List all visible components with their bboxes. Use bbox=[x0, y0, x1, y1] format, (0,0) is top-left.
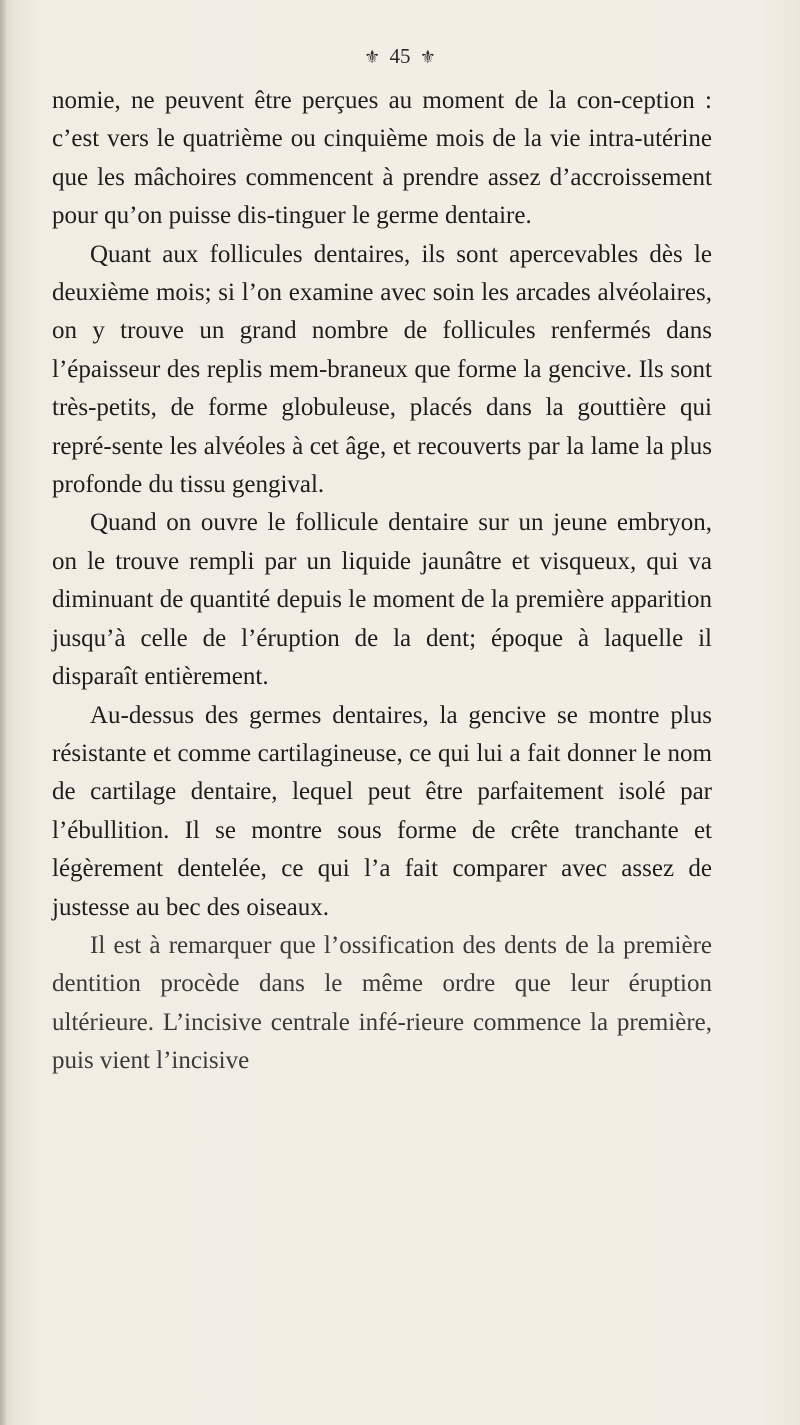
page-header bbox=[0, 44, 800, 69]
paragraph-follicles: Quant aux follicules dentaires, ils sont apercevables dès le deuxième mois; si l’on examine avec soin les arcades alvéolaires, on y trouve un grand nombre de follicules renfermés dans l’épaisseur des replis mem-braneux que forme la gencive. Ils sont très-petits, de forme globuleuse, placés dans la gouttière qui repré-sente les alvéoles à cet âge, et recouverts par la lame la plus profonde du tissu gengival. bbox=[52, 240, 712, 499]
left-ornament-icon: ⚜ bbox=[364, 47, 381, 67]
paragraph-continuation: nomie, ne peuvent être perçues au moment de la con-ception : c’est vers le quatrième ou cinquième mois de la vie intra-utérine que les mâchoires commencent à prendre assez d’accroissement pour qu’on puisse dis-tinguer le germe dentaire. bbox=[52, 87, 712, 230]
right-ornament-icon: ⚜ bbox=[419, 47, 436, 67]
body-text bbox=[52, 82, 712, 1081]
page-number: 45 bbox=[389, 44, 411, 68]
binding-edge bbox=[0, 0, 6, 1425]
paragraph-embryo: Quand on ouvre le follicule dentaire sur un jeune embryon, on le trouve rempli par un liquide jaunâtre et visqueux, qui va diminuant de quantité depuis le moment de la première apparition jusqu’à celle de l’éruption de la dent; époque à laquelle il disparaît entièrement. bbox=[52, 509, 712, 691]
paragraph-ossification: Il est à remarquer que l’ossification des dents de la première dentition procède dans le même ordre que leur éruption ultérieure. L’incisive centrale infé-rieure commence la première, puis vient l’incisive bbox=[52, 931, 712, 1075]
paragraph-cartilage: Au-dessus des germes dentaires, la gencive se montre plus résistante et comme cartilagineuse, ce qui lui a fait donner le nom de cartilage dentaire, lequel peut être parfaitement isolé par l’ébullition. Il se montre sous forme de crête tranchante et légèrement dentelée, ce qui l’a fait comparer avec assez de justesse au bec des oiseaux. bbox=[52, 701, 712, 921]
